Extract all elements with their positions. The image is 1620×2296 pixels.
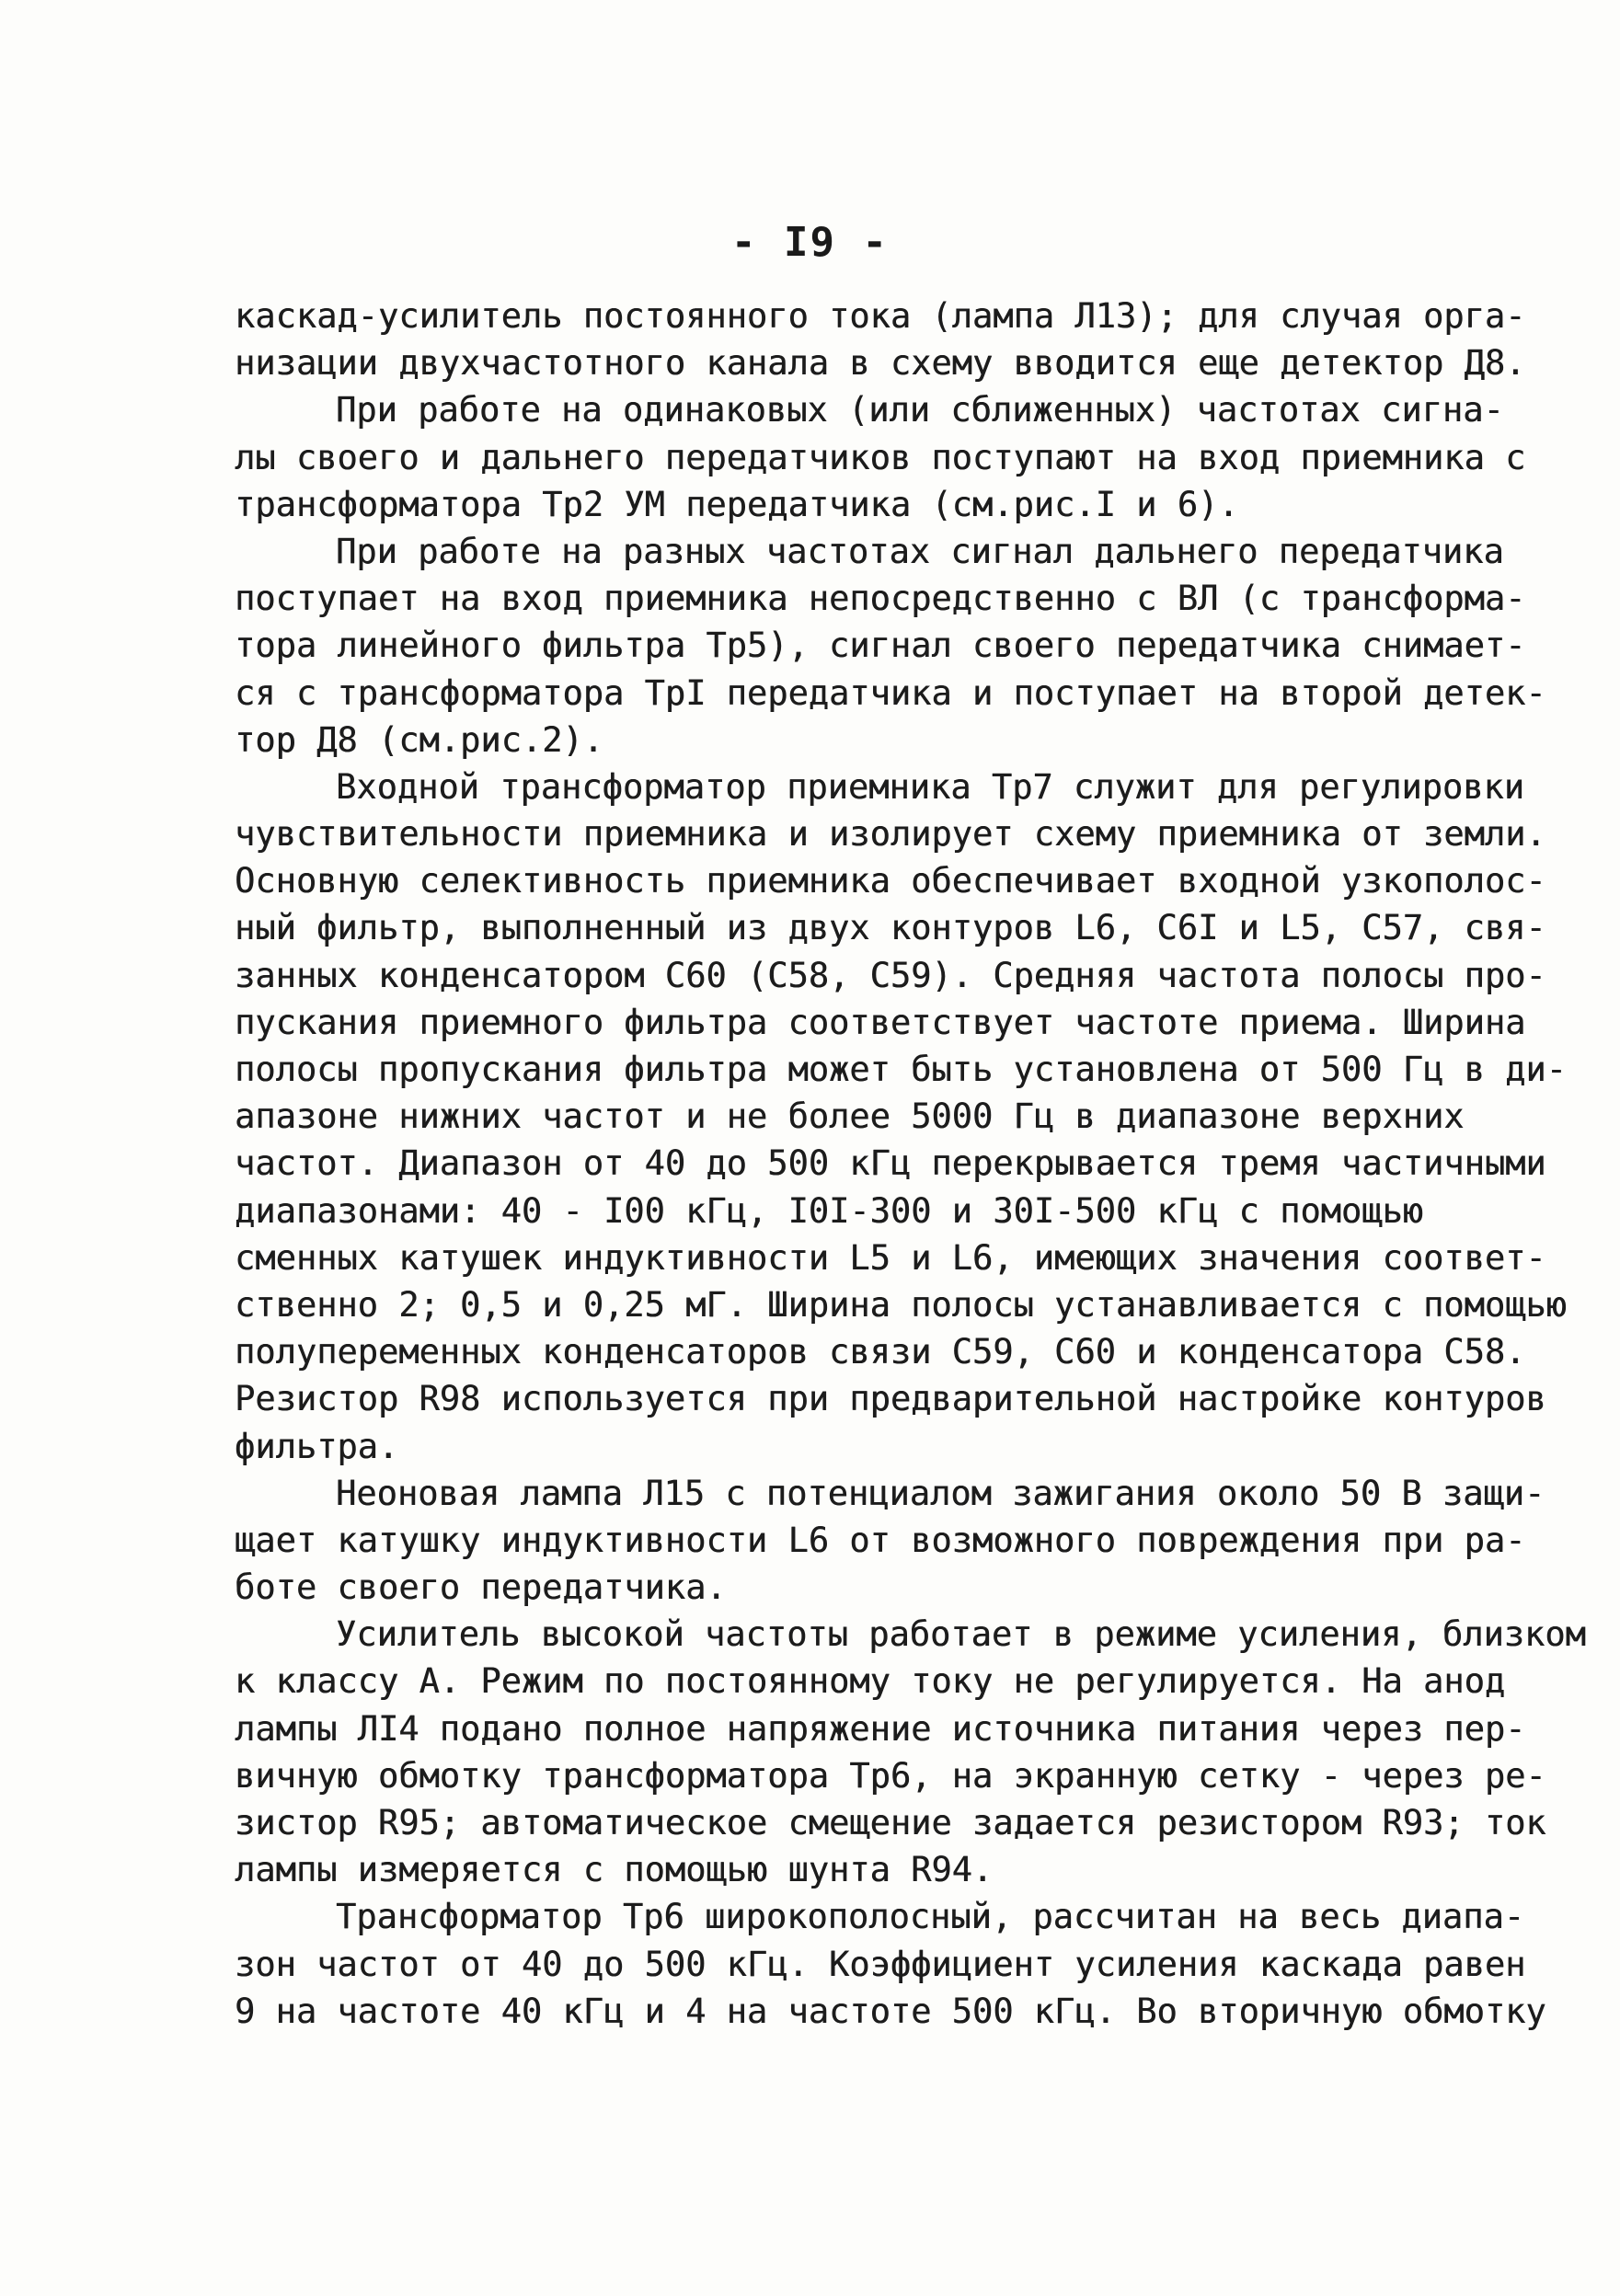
text-line: При работе на разных частотах сигнал дальнего передатчика [336, 531, 1504, 571]
text-line: боте своего передатчика. [235, 1567, 727, 1608]
text-line: пускания приемного фильтра соответствует частоте приема. Ширина [235, 1002, 1526, 1042]
text-line: тор Д8 (см.рис.2). [235, 719, 603, 760]
text-line: трансформатора Тр2 УМ передатчика (см.рис.I и 6). [235, 484, 1239, 524]
text-line: сменных катушек индуктивности L5 и L6, имеющих значения соответ- [235, 1237, 1546, 1278]
text-line: ся с трансформатора ТрI передатчика и поступает на второй детек- [235, 672, 1546, 713]
text-line: к классу А. Режим по постоянному току не регулируется. На анод [235, 1661, 1506, 1702]
text-line: Усилитель высокой частоты работает в режиме усиления, близком [336, 1614, 1586, 1655]
text-line: лы своего и дальнего передатчиков поступают на вход приемника с [235, 437, 1526, 477]
text-line: Трансформатор Тр6 широкополосный, рассчитан на весь диапа- [336, 1897, 1525, 1937]
text-line: чувствительности приемника и изолирует схему приемника от земли. [235, 814, 1546, 855]
text-line: частот. Диапазон от 40 до 500 кГц перекрывается тремя частичными [235, 1143, 1546, 1184]
text-line: полосы пропускания фильтра может быть установлена от 500 Гц в ди- [235, 1050, 1567, 1089]
text-line: зон частот от 40 до 500 кГц. Коэффициент усиления каскада равен [235, 1944, 1526, 1984]
text-line: апазоне нижних частот и не более 5000 Гц в диапазоне верхних [235, 1096, 1465, 1137]
text-line: поступает на вход приемника непосредственно с ВЛ (с трансформа- [235, 579, 1526, 619]
text-line: лампы ЛI4 подано полное напряжение источника питания через пер- [235, 1708, 1526, 1749]
text-line: вичную обмотку трансформатора Тр6, на экранную сетку - через ре- [235, 1755, 1546, 1796]
text-line: Неоновая лампа Л15 с потенциалом зажигания около 50 В защи- [336, 1473, 1545, 1513]
text-line: Основную селективность приемника обеспечивает входной узкополос- [235, 861, 1546, 901]
page-number: - I9 - [731, 219, 889, 266]
text-line: При работе на одинаковых (или сближенных) частотах сигна- [336, 390, 1504, 430]
text-line: каскад-усилитель постоянного тока (лампа Л13); для случая орга- [235, 296, 1526, 336]
text-line: Резистор R98 используется при предварительной настройке контуров [235, 1379, 1546, 1419]
text-line: 9 на частоте 40 кГц и 4 на частоте 500 кГц. Во вторичную обмотку [235, 1991, 1546, 2031]
text-line: тора линейного фильтра Тр5), сигнал своего передатчика снимает- [235, 626, 1526, 666]
text-line: ственно 2; 0,5 и 0,25 мГ. Ширина полосы устанавливается с помощью [235, 1284, 1567, 1325]
text-line: Входной трансформатор приемника Тр7 служит для регулировки [336, 766, 1525, 807]
text-line: занных конденсатором С60 (С58, С59). Средняя частота полосы про- [235, 955, 1546, 995]
body-text [235, 293, 1586, 2035]
text-line: диапазонами: 40 - I00 кГц, I0I-300 и 30I-500 кГц с помощью [235, 1190, 1424, 1231]
text-line: зистор R95; автоматическое смещение задается резистором R93; ток [235, 1803, 1546, 1843]
text-line: ный фильтр, выполненный из двух контуров L6, C6I и L5, C57, свя- [235, 908, 1546, 948]
text-line: щает катушку индуктивности L6 от возможного повреждения при ра- [235, 1520, 1526, 1560]
text-line: лампы измеряется с помощью шунта R94. [235, 1850, 994, 1890]
text-line: полупеременных конденсаторов связи С59, С60 и конденсатора С58. [235, 1332, 1526, 1372]
text-line: фильтра. [235, 1426, 399, 1466]
text-line: низации двухчастотного канала в схему вводится еще детектор Д8. [235, 343, 1526, 384]
